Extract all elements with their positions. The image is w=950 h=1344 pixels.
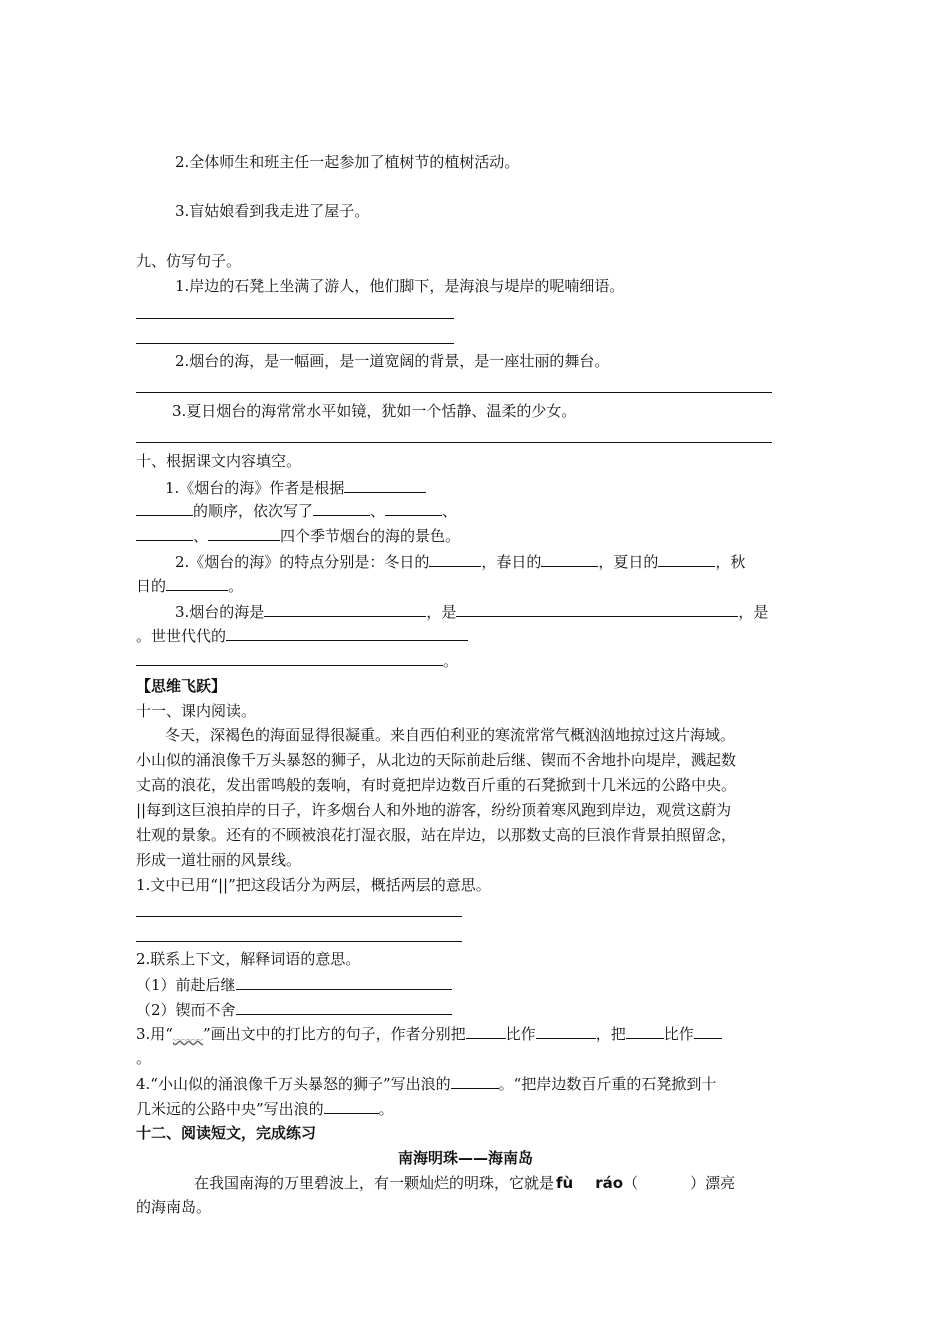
- fill-blank[interactable]: [385, 499, 442, 516]
- q11-passage-line: 小山似的涌浪像千万头暴怒的狮子，从北边的天际前赴后继、锲而不舍地扑向堤岸，溅起数: [136, 751, 737, 769]
- q10-text: ，是: [738, 603, 769, 621]
- answer-line[interactable]: [136, 442, 772, 443]
- q9-sentence-2: 2.烟台的海，是一幅画，是一道宽阔的背景，是一座壮丽的舞台。: [175, 352, 610, 370]
- fill-blank[interactable]: [658, 550, 715, 567]
- q11-passage-line: 丈高的浪花，发出雷鸣般的轰响，有时竟把岸边数百斤重的石凳掀到十几米远的公路中央。: [136, 776, 737, 794]
- q10-text: ，夏日的: [598, 553, 659, 571]
- q11-passage-line: 形成一道壮丽的风景线。: [136, 851, 302, 869]
- q11-question-4-cont: [136, 1097, 394, 1120]
- fill-blank[interactable]: [136, 499, 193, 516]
- q11-text: 比作: [505, 1025, 536, 1043]
- answer-line[interactable]: [136, 392, 772, 393]
- q11-text: 3.用“: [136, 1025, 173, 1043]
- q10-line-5: [136, 574, 243, 597]
- fill-blank[interactable]: [536, 1022, 596, 1039]
- q10-text: 四个季节烟台的海的景色。: [280, 527, 461, 545]
- q10-line-8: [136, 649, 458, 672]
- q10-text: 。: [443, 652, 459, 670]
- q10-text: 日的: [136, 577, 167, 595]
- q10-line-7: [136, 624, 468, 647]
- fill-blank[interactable]: [136, 649, 443, 666]
- q10-text: 、: [193, 527, 209, 545]
- fill-blank[interactable]: [451, 1072, 499, 1089]
- fill-blank[interactable]: [344, 476, 426, 493]
- q11-text: 。: [378, 1100, 394, 1118]
- q10-text: 1.《烟台的海》作者是根据: [165, 479, 345, 497]
- q10-text: 。: [228, 577, 244, 595]
- fill-blank[interactable]: [264, 600, 426, 617]
- q10-text: 、: [370, 502, 386, 520]
- siwei-label: 【思维飞跃】: [136, 677, 227, 695]
- q11-question-4: [136, 1072, 716, 1095]
- q10-text: ，秋: [715, 553, 746, 571]
- q10-text: 3.烟台的海是: [175, 603, 265, 621]
- fill-blank[interactable]: [236, 973, 452, 990]
- q10-line-6: [175, 600, 768, 623]
- q10-text: 的顺序，依次写了: [193, 502, 314, 520]
- fill-blank[interactable]: [456, 600, 738, 617]
- q12-paragraph-line: [194, 1172, 735, 1194]
- q12-text: ）漂亮: [690, 1174, 736, 1192]
- fill-blank[interactable]: [466, 1022, 506, 1039]
- answer-line[interactable]: [136, 343, 454, 344]
- q12-article-title: 南海明珠——海南岛: [398, 1149, 534, 1167]
- q11-question-2: 2.联系上下文，解释词语的意思。: [136, 950, 361, 968]
- q10-line-1: [165, 476, 426, 499]
- wavy-line-mark: ﹏﹏: [172, 1025, 203, 1043]
- q11-question-2-1: [136, 973, 452, 996]
- q10-line-3: [136, 524, 460, 547]
- fill-blank[interactable]: [236, 998, 452, 1015]
- q9-sentence-1: 1.岸边的石凳上坐满了游人，他们脚下，是海浪与堤岸的呢喃细语。: [175, 277, 625, 295]
- q11-text: 几米远的公路中央”写出浪的: [136, 1100, 324, 1118]
- answer-line[interactable]: [136, 941, 462, 942]
- q10-text: 。世世代代的: [136, 627, 227, 645]
- q11-question-1: 1.文中已用“||”把这段话分为两层，概括两层的意思。: [136, 876, 491, 894]
- fill-blank[interactable]: [626, 1022, 664, 1039]
- q11-heading: 十一、课内阅读。: [136, 702, 257, 720]
- q11-passage-line: 冬天，深褐色的海面显得很凝重。来自西伯利亚的寒流常常气概汹汹地掠过这片海域。: [165, 726, 736, 744]
- q12-text: （: [623, 1174, 639, 1192]
- q10-line-4: [175, 550, 745, 573]
- q8-item-3: 3.盲姑娘看到我走进了屋子。: [175, 202, 370, 220]
- fill-blank[interactable]: [166, 574, 228, 591]
- pinyin: fù: [556, 1174, 574, 1192]
- q11-passage-line: 壮观的景象。还有的不顾被浪花打湿衣服，站在岸边，以那数丈高的巨浪作背景拍照留念，: [136, 826, 737, 844]
- q11-text: 4.“小山似的涌浪像千万头暴怒的狮子”写出浪的: [136, 1075, 451, 1093]
- fill-blank[interactable]: [324, 1097, 379, 1114]
- q11-text: （2）锲而不舍: [136, 1001, 236, 1019]
- fill-blank[interactable]: [313, 499, 370, 516]
- q11-text: （1）前赴后继: [136, 976, 236, 994]
- q10-text: ，是: [426, 603, 457, 621]
- q9-heading: 九、仿写句子。: [136, 252, 242, 270]
- fill-blank[interactable]: [541, 550, 598, 567]
- q9-sentence-3: 3.夏日烟台的海常常水平如镜，犹如一个恬静、温柔的少女。: [172, 402, 577, 420]
- q11-text: ”画出文中的打比方的句子，作者分别把: [203, 1025, 466, 1043]
- q12-heading: 十二、阅读短文，完成练习: [136, 1124, 317, 1142]
- q12-paragraph-line: 的海南岛。: [136, 1198, 212, 1216]
- q10-heading: 十、根据课文内容填空。: [136, 452, 302, 470]
- q11-text: 比作: [663, 1025, 694, 1043]
- q11-question-3: [136, 1022, 722, 1045]
- q11-question-2-2: [136, 998, 452, 1021]
- q10-text: 、: [442, 502, 458, 520]
- q8-item-2: 2.全体师生和班主任一起参加了植树节的植树活动。: [175, 153, 520, 171]
- q11-question-3-end: 。: [136, 1049, 152, 1067]
- fill-blank[interactable]: [429, 550, 481, 567]
- q12-text: 在我国南海的万里碧波上，有一颗灿烂的明珠，它就是: [194, 1174, 555, 1192]
- q11-text: ，把: [595, 1025, 626, 1043]
- q11-text: 。“把岸边数百斤重的石凳掀到十: [498, 1075, 717, 1093]
- pinyin: ráo: [595, 1174, 624, 1192]
- answer-line[interactable]: [136, 916, 462, 917]
- fill-blank[interactable]: [226, 624, 468, 641]
- fill-blank[interactable]: [136, 524, 193, 541]
- fill-blank[interactable]: [694, 1022, 722, 1039]
- answer-line[interactable]: [136, 318, 454, 319]
- q11-passage-line: ||每到这巨浪拍岸的日子，许多烟台人和外地的游客，纷纷顶着寒风跑到岸边，观赏这蔚为: [136, 801, 732, 819]
- fill-blank[interactable]: [208, 524, 280, 541]
- q10-line-2: [136, 499, 457, 522]
- q10-text: 2.《烟台的海》的特点分别是：冬日的: [175, 553, 430, 571]
- q10-text: ，春日的: [481, 553, 542, 571]
